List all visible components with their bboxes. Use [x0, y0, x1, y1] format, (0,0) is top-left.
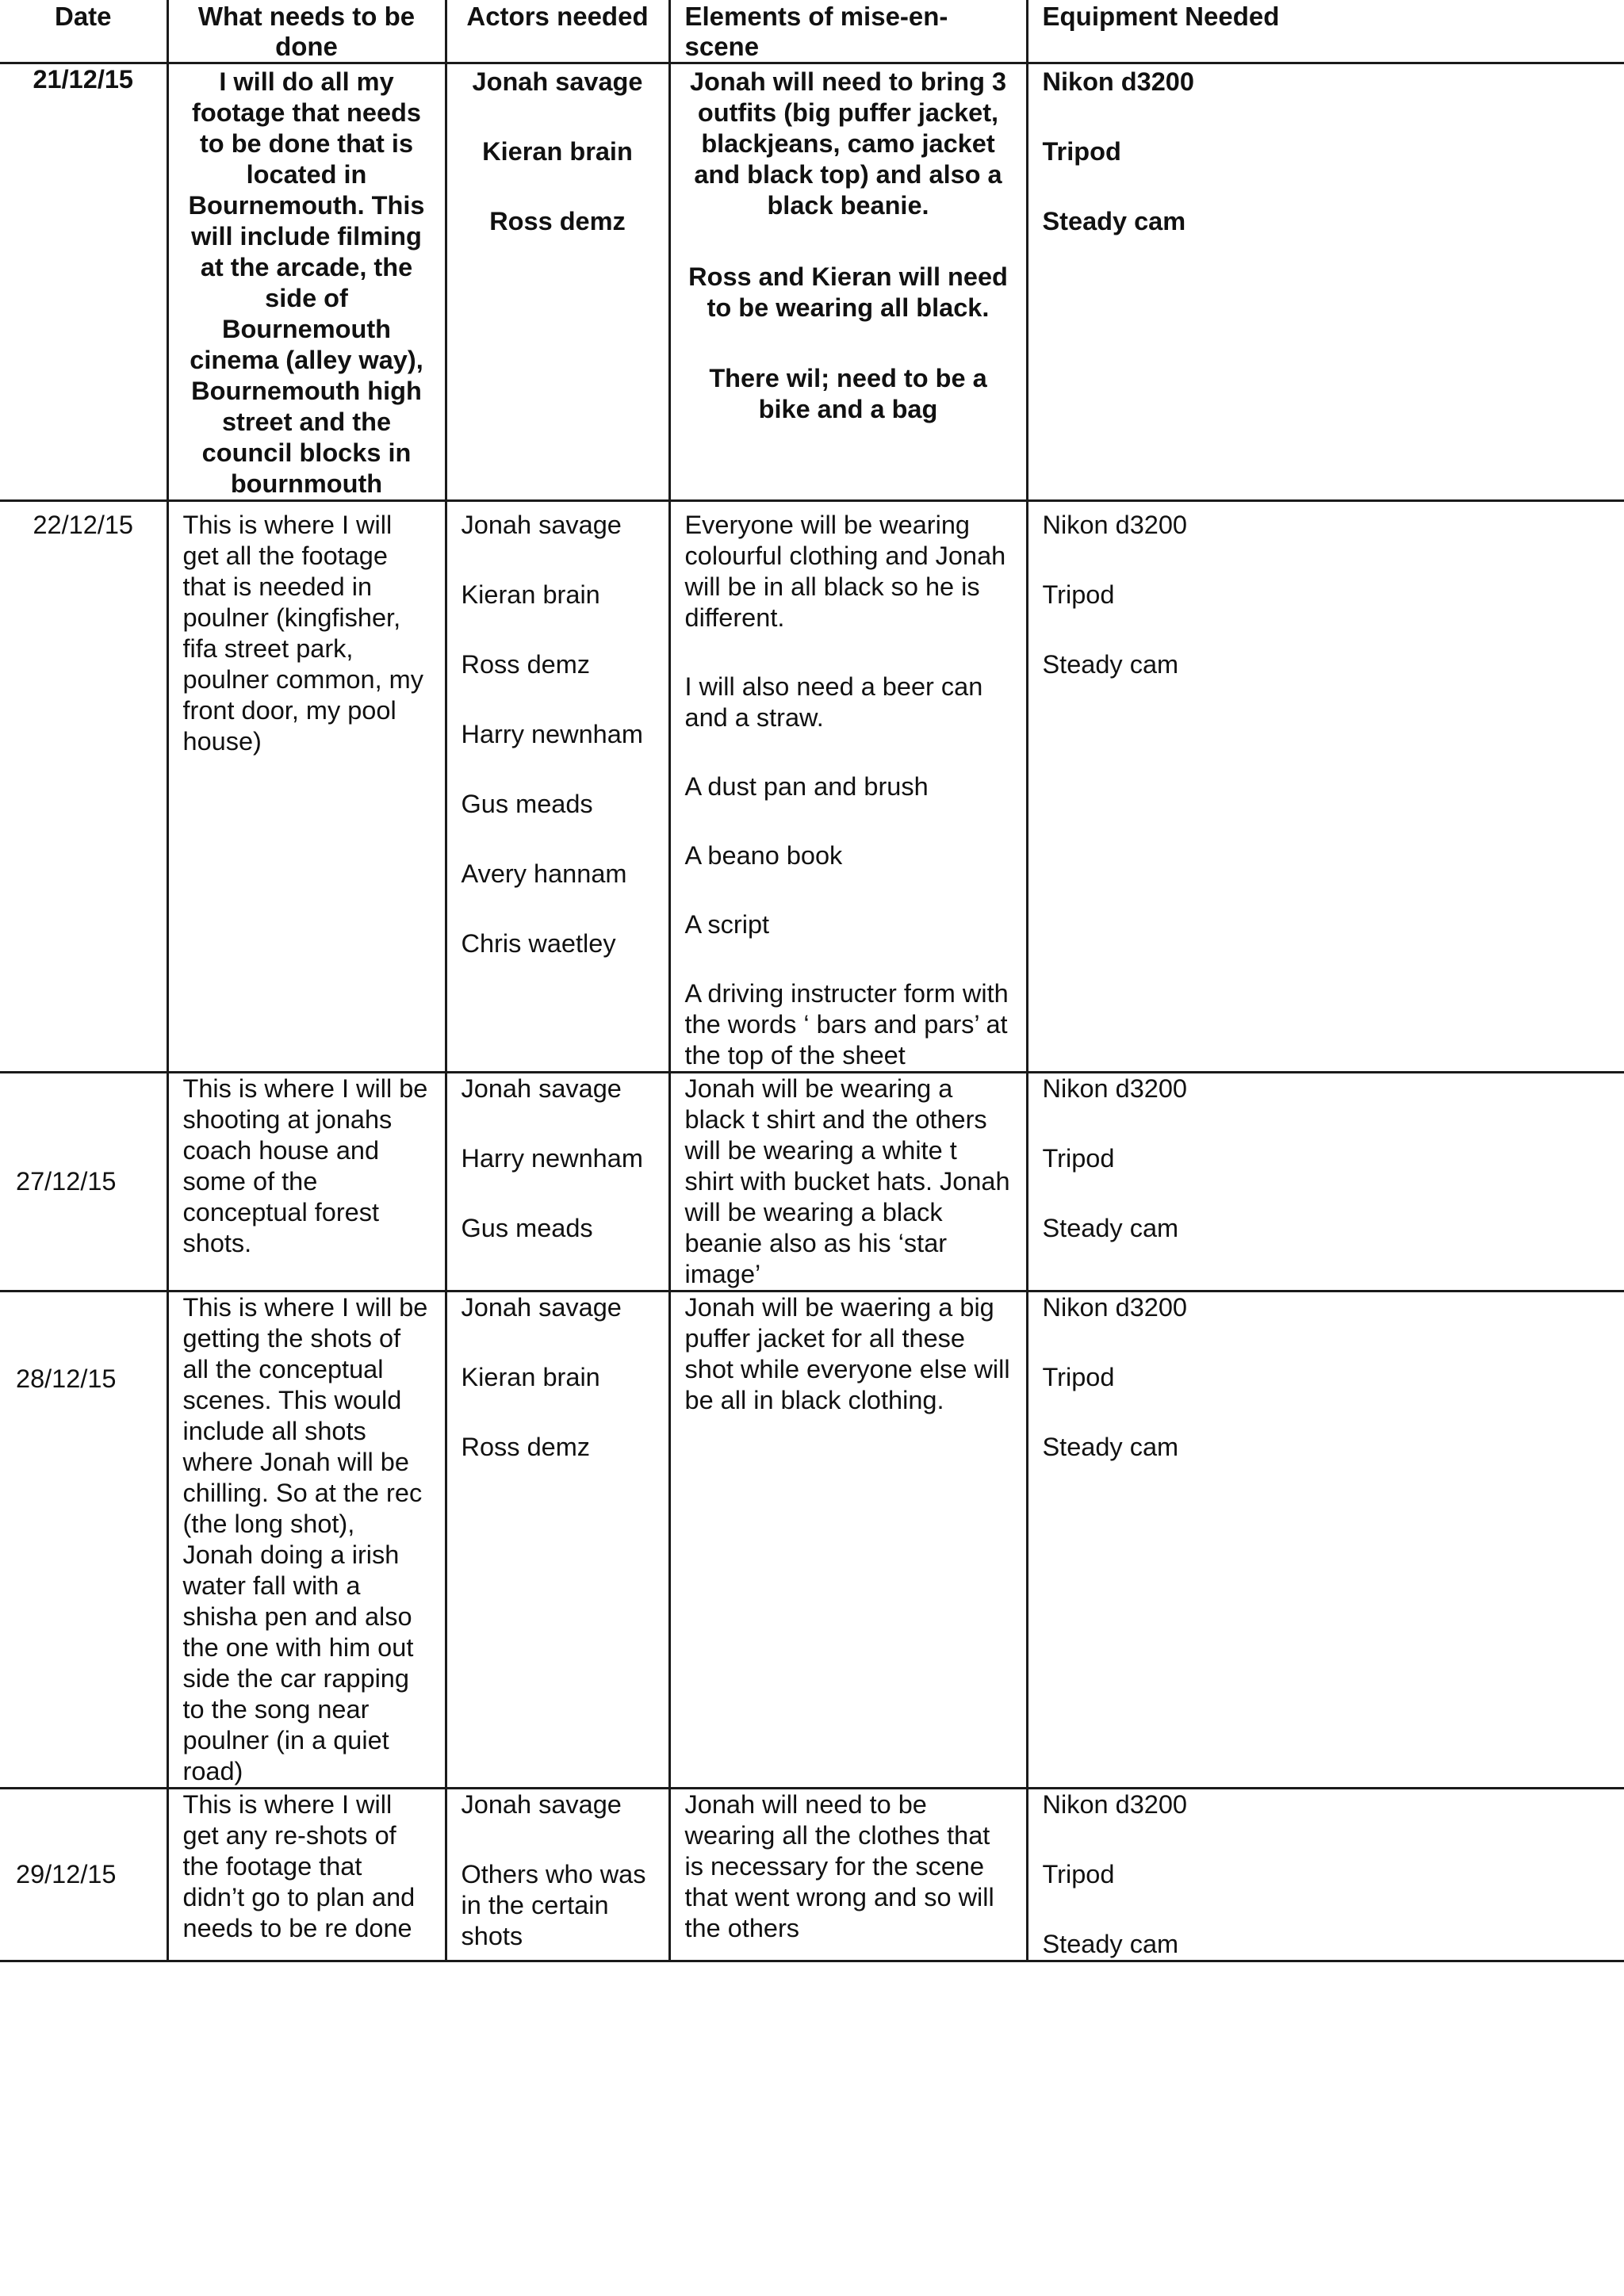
actor-name: Gus meads — [461, 1214, 593, 1242]
equipment-item: Tripod — [1042, 1860, 1115, 1888]
actors-cell — [446, 1073, 669, 1292]
task-cell — [167, 1292, 446, 1789]
date-cell — [0, 1292, 167, 1789]
equipment-list — [1043, 64, 1611, 237]
equipment-item: Tripod — [1042, 580, 1115, 609]
mise-item: Jonah will need to bring 3 outfits (big puffer jacket, blackjeans, camo jacket and black top) and also a black beanie. — [689, 67, 1007, 220]
date-cell — [0, 1073, 167, 1292]
equipment-list — [1043, 502, 1611, 680]
actor-name: Jonah savage — [461, 1293, 622, 1322]
actor-name: Ross demz — [461, 1433, 591, 1461]
task-text: This is where I will get any re-shots of the footage that didn’t go to plan and needs to be re done — [182, 1790, 416, 1942]
mise-cell — [669, 1789, 1027, 1961]
mise-cell — [669, 63, 1027, 501]
actor-name: Ross demz — [489, 207, 626, 235]
equipment-item: Tripod — [1042, 1363, 1115, 1391]
header-date: Date — [0, 0, 167, 63]
actors-list — [462, 64, 654, 237]
mise-item: A beano book — [684, 841, 843, 870]
equipment-item: Nikon d3200 — [1042, 1790, 1187, 1819]
date-text: 28/12/15 — [16, 1364, 117, 1393]
actor-name: Others who was in the certain shots — [461, 1860, 646, 1950]
equipment-item: Nikon d3200 — [1042, 511, 1187, 539]
actor-name: Kieran brain — [482, 137, 633, 166]
table-body — [0, 63, 1624, 1961]
mise-cell — [669, 501, 1027, 1073]
equipment-cell — [1027, 501, 1624, 1073]
table-row — [0, 1789, 1624, 1961]
actors-list — [462, 1789, 654, 1952]
mise-item: There wil; need to be a bike and a bag — [709, 364, 987, 423]
actor-name: Ross demz — [461, 650, 591, 679]
equipment-item: Steady cam — [1042, 650, 1179, 679]
mise-item: Jonah will need to be wearing all the clothes that is necessary for the scene that went wrong and so will the others — [684, 1790, 994, 1942]
equipment-item: Steady cam — [1042, 1433, 1179, 1461]
actor-name: Gus meads — [461, 790, 593, 818]
equipment-item: Tripod — [1042, 1144, 1115, 1173]
actors-list — [462, 502, 654, 959]
actor-name: Harry newnham — [461, 1144, 643, 1173]
actors-cell — [446, 501, 669, 1073]
equipment-list — [1043, 1073, 1611, 1244]
actors-list — [462, 1073, 654, 1244]
equipment-cell — [1027, 1292, 1624, 1789]
table-row — [0, 63, 1624, 501]
date-cell — [0, 1789, 167, 1961]
table-header — [0, 0, 1624, 63]
equipment-item: Steady cam — [1042, 1930, 1179, 1958]
actor-name: Jonah savage — [461, 1074, 622, 1103]
equipment-cell — [1027, 1789, 1624, 1961]
actors-list — [462, 1292, 654, 1463]
mise-list — [685, 502, 1012, 1071]
task-cell — [167, 1789, 446, 1961]
mise-item: Ross and Kieran will need to be wearing all black. — [688, 262, 1008, 322]
date-text: 22/12/15 — [33, 511, 133, 539]
equipment-item: Nikon d3200 — [1042, 1293, 1187, 1322]
mise-item: A dust pan and brush — [684, 772, 929, 801]
actor-name: Jonah savage — [461, 511, 622, 539]
table-row — [0, 1073, 1624, 1292]
actor-name: Harry newnham — [461, 720, 643, 748]
header-mise-en-scene: Elements of mise-en-scene — [669, 0, 1027, 63]
task-cell — [167, 1073, 446, 1292]
header-actors: Actors needed — [446, 0, 669, 63]
header-what-needs-doing: What needs to be done — [167, 0, 446, 63]
table-row — [0, 1292, 1624, 1789]
mise-item: A script — [684, 910, 770, 939]
mise-cell — [669, 1073, 1027, 1292]
table-row — [0, 501, 1624, 1073]
actor-name: Jonah savage — [472, 67, 643, 96]
actor-name: Avery hannam — [461, 859, 627, 888]
mise-cell — [669, 1292, 1027, 1789]
date-text: 29/12/15 — [16, 1860, 117, 1888]
task-text: This is where I will be shooting at jonahs coach house and some of the conceptual forest shots. — [182, 1074, 428, 1257]
actor-name: Kieran brain — [461, 1363, 600, 1391]
equipment-cell — [1027, 1073, 1624, 1292]
equipment-list — [1043, 1789, 1611, 1960]
task-text: I will do all my footage that needs to be done that is located in Bournemouth. This will include filming at the arcade, the side of Bournemouth cinema (alley way), Bournemouth high street and the council blocks in bournmouth — [188, 67, 425, 498]
equipment-list — [1043, 1292, 1611, 1463]
equipment-item: Steady cam — [1042, 1214, 1179, 1242]
date-cell — [0, 501, 167, 1073]
date-text: 21/12/15 — [33, 65, 133, 94]
actors-cell — [446, 1789, 669, 1961]
date-text: 27/12/15 — [16, 1167, 117, 1196]
task-cell — [167, 501, 446, 1073]
actor-name: Jonah savage — [461, 1790, 622, 1819]
mise-item: I will also need a beer can and a straw. — [684, 672, 983, 732]
equipment-cell — [1027, 63, 1624, 501]
actors-cell — [446, 1292, 669, 1789]
task-text: This is where I will get all the footage that is needed in poulner (kingfisher, fifa street park, poulner common, my front door, my pool house) — [182, 511, 423, 756]
task-text: This is where I will be getting the shots of all the conceptual scenes. This would include all shots where Jonah will be chilling. So at the rec (the long shot), Jonah doing a irish water fall with a shisha pen and also the one with him out side the car rapping to the song near poulner (in a quiet road) — [182, 1293, 428, 1785]
mise-item: Everyone will be wearing colourful clothing and Jonah will be in all black so he is different. — [684, 511, 1006, 632]
actors-cell — [446, 63, 669, 501]
equipment-item: Nikon d3200 — [1042, 67, 1194, 96]
mise-item: A driving instructer form with the words ‘ bars and pars’ at the top of the sheet — [684, 979, 1009, 1070]
actor-name: Chris waetley — [461, 929, 616, 958]
equipment-item: Tripod — [1042, 137, 1121, 166]
task-cell — [167, 63, 446, 501]
header-row — [0, 0, 1624, 63]
mise-item: Jonah will be wearing a black t shirt and the others will be wearing a white t shirt with bucket hats. Jonah will be wearing a black beanie also as his ‘star image’ — [684, 1074, 1010, 1288]
mise-list — [685, 64, 1012, 425]
actor-name: Kieran brain — [461, 580, 600, 609]
mise-item: Jonah will be waering a big puffer jacket for all these shot while everyone else will be all in black clothing. — [684, 1293, 1010, 1414]
equipment-item: Steady cam — [1042, 207, 1186, 235]
equipment-item: Nikon d3200 — [1042, 1074, 1187, 1103]
header-equipment: Equipment Needed — [1027, 0, 1624, 63]
date-cell — [0, 63, 167, 501]
